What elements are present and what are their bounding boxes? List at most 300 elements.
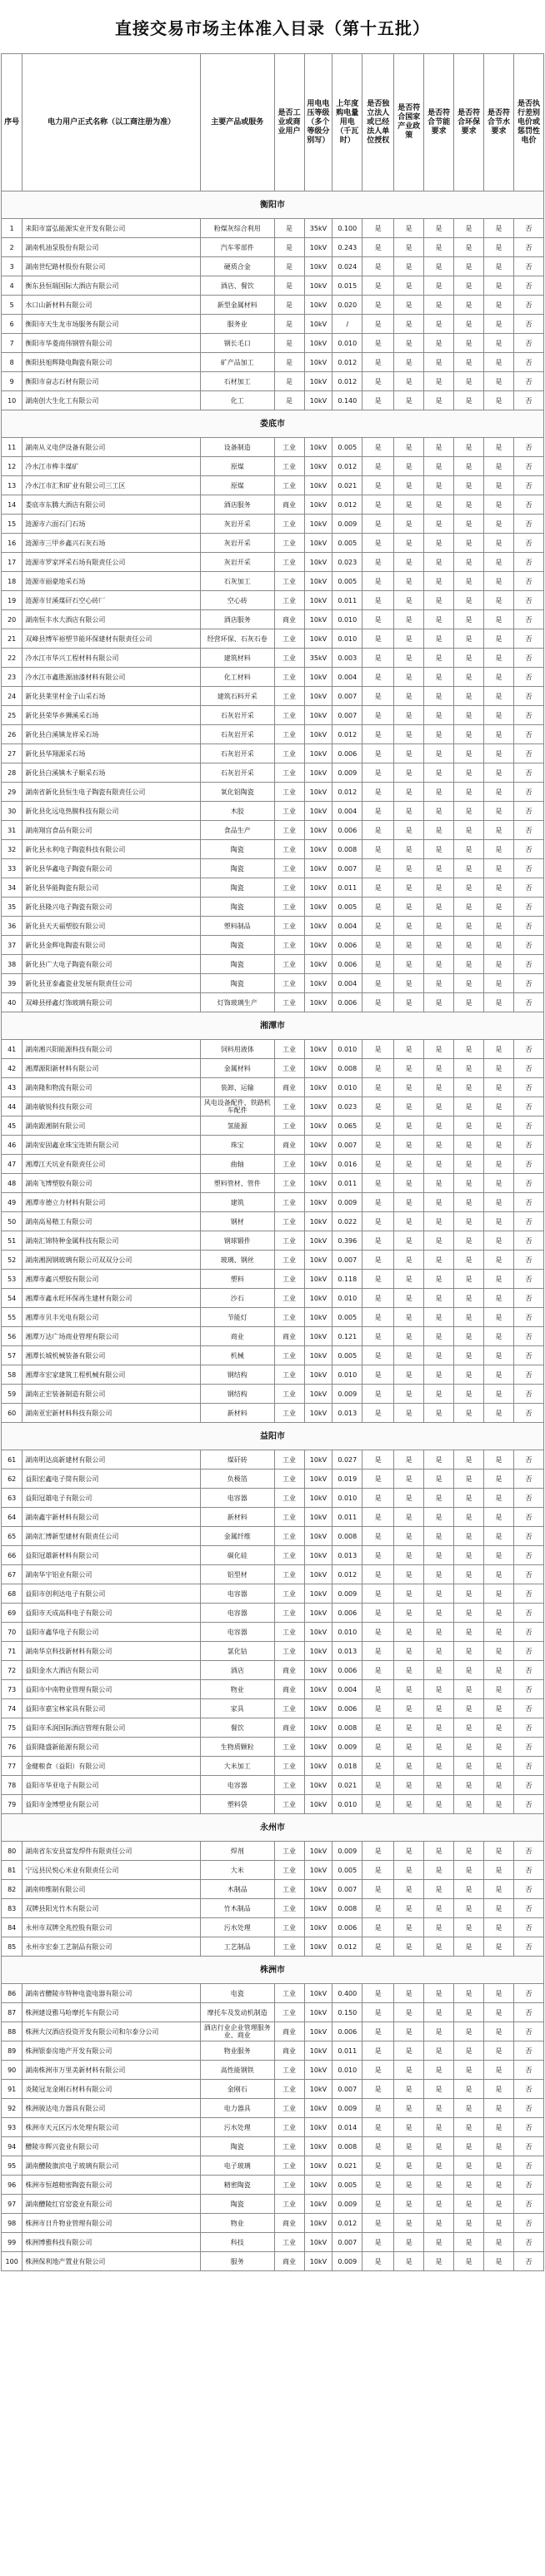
- independent-flag: 是: [362, 1604, 394, 1623]
- company-name: 衡阳县旭辉隆电陶瓷有限公司: [22, 353, 200, 372]
- table-row: [2, 1450, 544, 1470]
- penalty-flag: 否: [513, 1251, 543, 1270]
- row-no: 70: [2, 1623, 22, 1642]
- energy-flag: 是: [424, 1738, 454, 1757]
- main-product: 陶瓷: [200, 2195, 274, 2214]
- independent-flag: 是: [362, 1365, 394, 1385]
- main-product: 酒店行业企业管理服务业、商业: [200, 2022, 274, 2041]
- independent-flag: 是: [362, 1795, 394, 1814]
- env-flag: 是: [454, 1470, 484, 1489]
- independent-flag: 是: [362, 315, 394, 334]
- energy-flag: 是: [424, 1270, 454, 1289]
- water-flag: 是: [484, 2041, 514, 2061]
- row-no: 19: [2, 591, 22, 610]
- energy-flag: 是: [424, 1193, 454, 1212]
- env-flag: 是: [454, 1776, 484, 1795]
- row-no: 75: [2, 1718, 22, 1738]
- independent-flag: 是: [362, 1174, 394, 1193]
- penalty-flag: 否: [513, 495, 543, 515]
- energy-flag: 是: [424, 2252, 454, 2271]
- energy-flag: 是: [424, 1699, 454, 1718]
- main-product: 酒店: [200, 1661, 274, 1680]
- usage-amount: 0.006: [332, 1918, 362, 1937]
- env-flag: 是: [454, 257, 484, 276]
- usage-amount: 0.005: [332, 2176, 362, 2195]
- policy-flag: 是: [394, 2118, 424, 2137]
- row-no: 10: [2, 391, 22, 410]
- row-no: 49: [2, 1193, 22, 1212]
- main-product: 竹木制品: [200, 1899, 274, 1918]
- independent-flag: 是: [362, 1040, 394, 1059]
- energy-flag: 是: [424, 534, 454, 553]
- env-flag: 是: [454, 974, 484, 993]
- water-flag: 是: [484, 334, 514, 353]
- main-product: 电力器具: [200, 2099, 274, 2118]
- row-no: 50: [2, 1212, 22, 1231]
- sector-type: 工业: [274, 649, 304, 668]
- env-flag: 是: [454, 1623, 484, 1642]
- voltage-level: 10kV: [304, 1308, 332, 1327]
- voltage-level: 10kV: [304, 1546, 332, 1565]
- env-flag: 是: [454, 1546, 484, 1565]
- penalty-flag: 否: [513, 1546, 543, 1565]
- independent-flag: 是: [362, 276, 394, 296]
- env-flag: 是: [454, 1097, 484, 1116]
- row-no: 6: [2, 315, 22, 334]
- usage-amount: 0.023: [332, 553, 362, 572]
- row-no: 45: [2, 1116, 22, 1136]
- table-row: [2, 1718, 544, 1738]
- water-flag: 是: [484, 2137, 514, 2156]
- sector-type: 工业: [274, 821, 304, 840]
- policy-flag: 是: [394, 744, 424, 763]
- env-flag: 是: [454, 1385, 484, 1404]
- company-name: 衡阳市华菱商伟钢管有限公司: [22, 334, 200, 353]
- company-name: 湖南飞博塑胶有限公司: [22, 1174, 200, 1193]
- voltage-level: 10kV: [304, 1699, 332, 1718]
- penalty-flag: 否: [513, 1661, 543, 1680]
- usage-amount: 0.009: [332, 2252, 362, 2271]
- row-no: 32: [2, 840, 22, 859]
- env-flag: 是: [454, 353, 484, 372]
- sector-type: 工业: [274, 629, 304, 649]
- table-row: [2, 2252, 544, 2271]
- sector-type: 工业: [274, 1842, 304, 1861]
- independent-flag: 是: [362, 725, 394, 744]
- penalty-flag: 否: [513, 1623, 543, 1642]
- env-flag: 是: [454, 553, 484, 572]
- row-no: 74: [2, 1699, 22, 1718]
- sector-type: 商业: [274, 1680, 304, 1699]
- policy-flag: 是: [394, 391, 424, 410]
- penalty-flag: 否: [513, 1308, 543, 1327]
- main-product: 酒店、餐饮: [200, 276, 274, 296]
- policy-flag: 是: [394, 476, 424, 495]
- usage-amount: 0.004: [332, 802, 362, 821]
- voltage-level: 10kV: [304, 2118, 332, 2137]
- row-no: 60: [2, 1404, 22, 1423]
- voltage-level: 10kV: [304, 1365, 332, 1385]
- main-product: 钢长毛口: [200, 334, 274, 353]
- main-product: 新材料: [200, 1508, 274, 1527]
- voltage-level: 10kV: [304, 783, 332, 802]
- env-flag: 是: [454, 1584, 484, 1604]
- energy-flag: 是: [424, 1757, 454, 1776]
- penalty-flag: 否: [513, 878, 543, 898]
- independent-flag: 是: [362, 2041, 394, 2061]
- energy-flag: 是: [424, 438, 454, 457]
- main-product: 大米: [200, 1861, 274, 1880]
- water-flag: 是: [484, 1116, 514, 1136]
- water-flag: 是: [484, 687, 514, 706]
- penalty-flag: 否: [513, 2080, 543, 2099]
- energy-flag: 是: [424, 1385, 454, 1404]
- independent-flag: 是: [362, 2118, 394, 2137]
- env-flag: 是: [454, 315, 484, 334]
- table-row: [2, 1680, 544, 1699]
- energy-flag: 是: [424, 1116, 454, 1136]
- sector-type: 工业: [274, 1270, 304, 1289]
- usage-amount: 0.021: [332, 1776, 362, 1795]
- independent-flag: 是: [362, 2137, 394, 2156]
- company-name: 永州市双牌全兆控股有限公司: [22, 1918, 200, 1937]
- independent-flag: 是: [362, 1984, 394, 2003]
- energy-flag: 是: [424, 1174, 454, 1193]
- independent-flag: 是: [362, 391, 394, 410]
- sector-type: 工业: [274, 2156, 304, 2176]
- usage-amount: 0.011: [332, 591, 362, 610]
- penalty-flag: 否: [513, 1155, 543, 1174]
- energy-flag: 是: [424, 515, 454, 534]
- energy-flag: 是: [424, 629, 454, 649]
- independent-flag: 是: [362, 1680, 394, 1699]
- usage-amount: 0.065: [332, 1116, 362, 1136]
- voltage-level: 10kV: [304, 1738, 332, 1757]
- company-name: 株洲骏达电力器具有限公司: [22, 2099, 200, 2118]
- main-product: 硬质合金: [200, 257, 274, 276]
- energy-flag: 是: [424, 1842, 454, 1861]
- company-name: 涟源市三甲乡鑫兴石灰石场: [22, 534, 200, 553]
- energy-flag: 是: [424, 1327, 454, 1346]
- table-row: [2, 1404, 544, 1423]
- env-flag: 是: [454, 1212, 484, 1231]
- voltage-level: 10kV: [304, 391, 332, 410]
- energy-flag: 是: [424, 898, 454, 917]
- main-product: 建筑材料: [200, 649, 274, 668]
- usage-amount: 0.005: [332, 898, 362, 917]
- company-name: 湖南世纪路材股份有限公司: [22, 257, 200, 276]
- voltage-level: 10kV: [304, 2041, 332, 2061]
- company-name: 炎陵冠龙金刚石材料有限公司: [22, 2080, 200, 2099]
- header-independent: 是否独立法人或已经法人单位授权: [362, 54, 394, 191]
- company-name: 湖南安固鑫业珠宝连锁有限公司: [22, 1136, 200, 1155]
- main-product: 木制品: [200, 1880, 274, 1899]
- energy-flag: 是: [424, 1212, 454, 1231]
- water-flag: 是: [484, 898, 514, 917]
- usage-amount: 0.012: [332, 725, 362, 744]
- table-row: [2, 1251, 544, 1270]
- water-flag: 是: [484, 1174, 514, 1193]
- penalty-flag: 否: [513, 553, 543, 572]
- energy-flag: 是: [424, 1097, 454, 1116]
- table-row: [2, 744, 544, 763]
- penalty-flag: 否: [513, 1346, 543, 1365]
- env-flag: 是: [454, 706, 484, 725]
- independent-flag: 是: [362, 1270, 394, 1289]
- water-flag: 是: [484, 2252, 514, 2271]
- policy-flag: 是: [394, 515, 424, 534]
- penalty-flag: 否: [513, 1116, 543, 1136]
- water-flag: 是: [484, 1059, 514, 1078]
- policy-flag: 是: [394, 1565, 424, 1584]
- water-flag: 是: [484, 936, 514, 955]
- water-flag: 是: [484, 1097, 514, 1116]
- independent-flag: 是: [362, 744, 394, 763]
- policy-flag: 是: [394, 1289, 424, 1308]
- policy-flag: 是: [394, 2022, 424, 2041]
- sector-type: 工业: [274, 1738, 304, 1757]
- row-no: 78: [2, 1776, 22, 1795]
- voltage-level: 35kV: [304, 649, 332, 668]
- energy-flag: 是: [424, 1078, 454, 1097]
- policy-flag: 是: [394, 2156, 424, 2176]
- independent-flag: 是: [362, 515, 394, 534]
- penalty-flag: 否: [513, 257, 543, 276]
- penalty-flag: 否: [513, 372, 543, 391]
- company-name: 湖南隆和物流有限公司: [22, 1078, 200, 1097]
- row-no: 9: [2, 372, 22, 391]
- section-row: [2, 191, 544, 219]
- policy-flag: 是: [394, 1937, 424, 1957]
- main-product: 曲轴: [200, 1155, 274, 1174]
- main-product: 污水处理: [200, 2118, 274, 2137]
- table-row: [2, 2022, 544, 2041]
- water-flag: 是: [484, 495, 514, 515]
- env-flag: 是: [454, 1984, 484, 2003]
- independent-flag: 是: [362, 1346, 394, 1365]
- independent-flag: 是: [362, 353, 394, 372]
- row-no: 2: [2, 238, 22, 257]
- voltage-level: 10kV: [304, 1661, 332, 1680]
- water-flag: 是: [484, 2118, 514, 2137]
- main-product: 珠宝: [200, 1136, 274, 1155]
- env-flag: 是: [454, 2233, 484, 2252]
- company-name: 益阳市中南物业管理有限公司: [22, 1680, 200, 1699]
- voltage-level: 10kV: [304, 438, 332, 457]
- voltage-level: 10kV: [304, 974, 332, 993]
- water-flag: 是: [484, 2195, 514, 2214]
- sector-type: 工业: [274, 2176, 304, 2195]
- sector-type: 工业: [274, 591, 304, 610]
- row-no: 87: [2, 2003, 22, 2022]
- usage-amount: 0.006: [332, 936, 362, 955]
- sector-type: 工业: [274, 1404, 304, 1423]
- sector-type: 工业: [274, 1385, 304, 1404]
- table-row: [2, 1289, 544, 1308]
- usage-amount: 0.010: [332, 1289, 362, 1308]
- sector-type: 工业: [274, 1565, 304, 1584]
- sector-type: 工业: [274, 515, 304, 534]
- env-flag: 是: [454, 219, 484, 238]
- main-product: 塑料制品: [200, 917, 274, 936]
- water-flag: 是: [484, 955, 514, 974]
- independent-flag: 是: [362, 936, 394, 955]
- voltage-level: 10kV: [304, 898, 332, 917]
- table-row: [2, 1059, 544, 1078]
- water-flag: 是: [484, 296, 514, 315]
- env-flag: 是: [454, 1795, 484, 1814]
- company-name: 涟源市六面石门石场: [22, 515, 200, 534]
- row-no: 12: [2, 457, 22, 476]
- env-flag: 是: [454, 840, 484, 859]
- policy-flag: 是: [394, 629, 424, 649]
- company-name: 湖南高易精工有限公司: [22, 1212, 200, 1231]
- energy-flag: 是: [424, 1155, 454, 1174]
- env-flag: 是: [454, 1450, 484, 1470]
- water-flag: 是: [484, 725, 514, 744]
- main-product: 原煤: [200, 457, 274, 476]
- row-no: 39: [2, 974, 22, 993]
- admission-table: [1, 53, 544, 2271]
- penalty-flag: 否: [513, 1327, 543, 1346]
- water-flag: 是: [484, 1546, 514, 1565]
- row-no: 53: [2, 1270, 22, 1289]
- energy-flag: 是: [424, 1231, 454, 1251]
- company-name: 双峰县择鑫灯饰玻璃有限公司: [22, 993, 200, 1012]
- water-flag: 是: [484, 2080, 514, 2099]
- sector-type: 工业: [274, 1251, 304, 1270]
- energy-flag: 是: [424, 1861, 454, 1880]
- energy-flag: 是: [424, 1289, 454, 1308]
- section-row: [2, 1957, 544, 1984]
- row-no: 26: [2, 725, 22, 744]
- section-row: [2, 1012, 544, 1040]
- row-no: 83: [2, 1899, 22, 1918]
- usage-amount: 0.006: [332, 744, 362, 763]
- env-flag: 是: [454, 2195, 484, 2214]
- company-name: 益阳市创利达电子有限公司: [22, 1584, 200, 1604]
- usage-amount: 0.010: [332, 629, 362, 649]
- voltage-level: 10kV: [304, 744, 332, 763]
- penalty-flag: 否: [513, 974, 543, 993]
- water-flag: 是: [484, 1776, 514, 1795]
- company-name: 涟源市罗家坪采石场有限责任公司: [22, 553, 200, 572]
- company-name: 益阳市鑫华电子有限公司: [22, 1623, 200, 1642]
- water-flag: 是: [484, 763, 514, 783]
- env-flag: 是: [454, 2252, 484, 2271]
- penalty-flag: 否: [513, 1937, 543, 1957]
- row-no: 34: [2, 878, 22, 898]
- main-product: 石灰岩开采: [200, 706, 274, 725]
- usage-amount: 0.004: [332, 917, 362, 936]
- sector-type: 工业: [274, 1604, 304, 1623]
- table-row: [2, 257, 544, 276]
- policy-flag: 是: [394, 898, 424, 917]
- policy-flag: 是: [394, 534, 424, 553]
- table-row: [2, 1155, 544, 1174]
- table-row: [2, 1346, 544, 1365]
- table-row: [2, 591, 544, 610]
- table-row: [2, 1327, 544, 1346]
- water-flag: 是: [484, 1136, 514, 1155]
- independent-flag: 是: [362, 1546, 394, 1565]
- company-name: 冷水江市华兴工程材料有限公司: [22, 649, 200, 668]
- header-env: 是否符合环保要求: [454, 54, 484, 191]
- water-flag: 是: [484, 1289, 514, 1308]
- sector-type: 工业: [274, 1880, 304, 1899]
- header-usage: 上年度购电量用电（千瓦时）: [332, 54, 362, 191]
- independent-flag: 是: [362, 1661, 394, 1680]
- sector-type: 工业: [274, 783, 304, 802]
- voltage-level: 10kV: [304, 763, 332, 783]
- row-no: 1: [2, 219, 22, 238]
- water-flag: 是: [484, 1212, 514, 1231]
- independent-flag: 是: [362, 610, 394, 629]
- voltage-level: 10kV: [304, 859, 332, 878]
- voltage-level: 10kV: [304, 2099, 332, 2118]
- sector-type: 工业: [274, 476, 304, 495]
- main-product: 工艺制品: [200, 1937, 274, 1957]
- energy-flag: 是: [424, 610, 454, 629]
- penalty-flag: 否: [513, 1899, 543, 1918]
- company-name: 新化县化远电热膜科技有限公司: [22, 802, 200, 821]
- env-flag: 是: [454, 993, 484, 1012]
- energy-flag: 是: [424, 2041, 454, 2061]
- table-row: [2, 572, 544, 591]
- water-flag: 是: [484, 1623, 514, 1642]
- company-name: 湖南汇博新型建材有限责任公司: [22, 1527, 200, 1546]
- voltage-level: 10kV: [304, 457, 332, 476]
- main-product: 钢材: [200, 1212, 274, 1231]
- sector-type: 工业: [274, 917, 304, 936]
- independent-flag: 是: [362, 878, 394, 898]
- usage-amount: 0.006: [332, 821, 362, 840]
- independent-flag: 是: [362, 783, 394, 802]
- table-row: [2, 553, 544, 572]
- sector-type: 工业: [274, 1984, 304, 2003]
- sector-type: 工业: [274, 572, 304, 591]
- main-product: 石灰加工: [200, 572, 274, 591]
- company-name: 湖南从义电伊设备有限公司: [22, 438, 200, 457]
- row-no: 15: [2, 515, 22, 534]
- company-name: 益阳市华亚电子有限公司: [22, 1776, 200, 1795]
- voltage-level: 10kV: [304, 687, 332, 706]
- row-no: 54: [2, 1289, 22, 1308]
- env-flag: 是: [454, 2214, 484, 2233]
- water-flag: 是: [484, 438, 514, 457]
- independent-flag: 是: [362, 1212, 394, 1231]
- main-product: 建筑石料开采: [200, 687, 274, 706]
- voltage-level: 10kV: [304, 572, 332, 591]
- table-row: [2, 2061, 544, 2080]
- main-product: 灰岩开采: [200, 534, 274, 553]
- sector-type: 工业: [274, 1899, 304, 1918]
- env-flag: 是: [454, 821, 484, 840]
- energy-flag: 是: [424, 1136, 454, 1155]
- row-no: 5: [2, 296, 22, 315]
- company-name: 株洲大汉酒店投资开发有限公司和尔泰分公司: [22, 2022, 200, 2041]
- energy-flag: 是: [424, 917, 454, 936]
- company-name: 涟源市丽豪地采石场: [22, 572, 200, 591]
- sector-type: 工业: [274, 878, 304, 898]
- energy-flag: 是: [424, 1584, 454, 1604]
- voltage-level: 10kV: [304, 668, 332, 687]
- usage-amount: 0.012: [332, 372, 362, 391]
- row-no: 3: [2, 257, 22, 276]
- env-flag: 是: [454, 917, 484, 936]
- table-row: [2, 1193, 544, 1212]
- water-flag: 是: [484, 1078, 514, 1097]
